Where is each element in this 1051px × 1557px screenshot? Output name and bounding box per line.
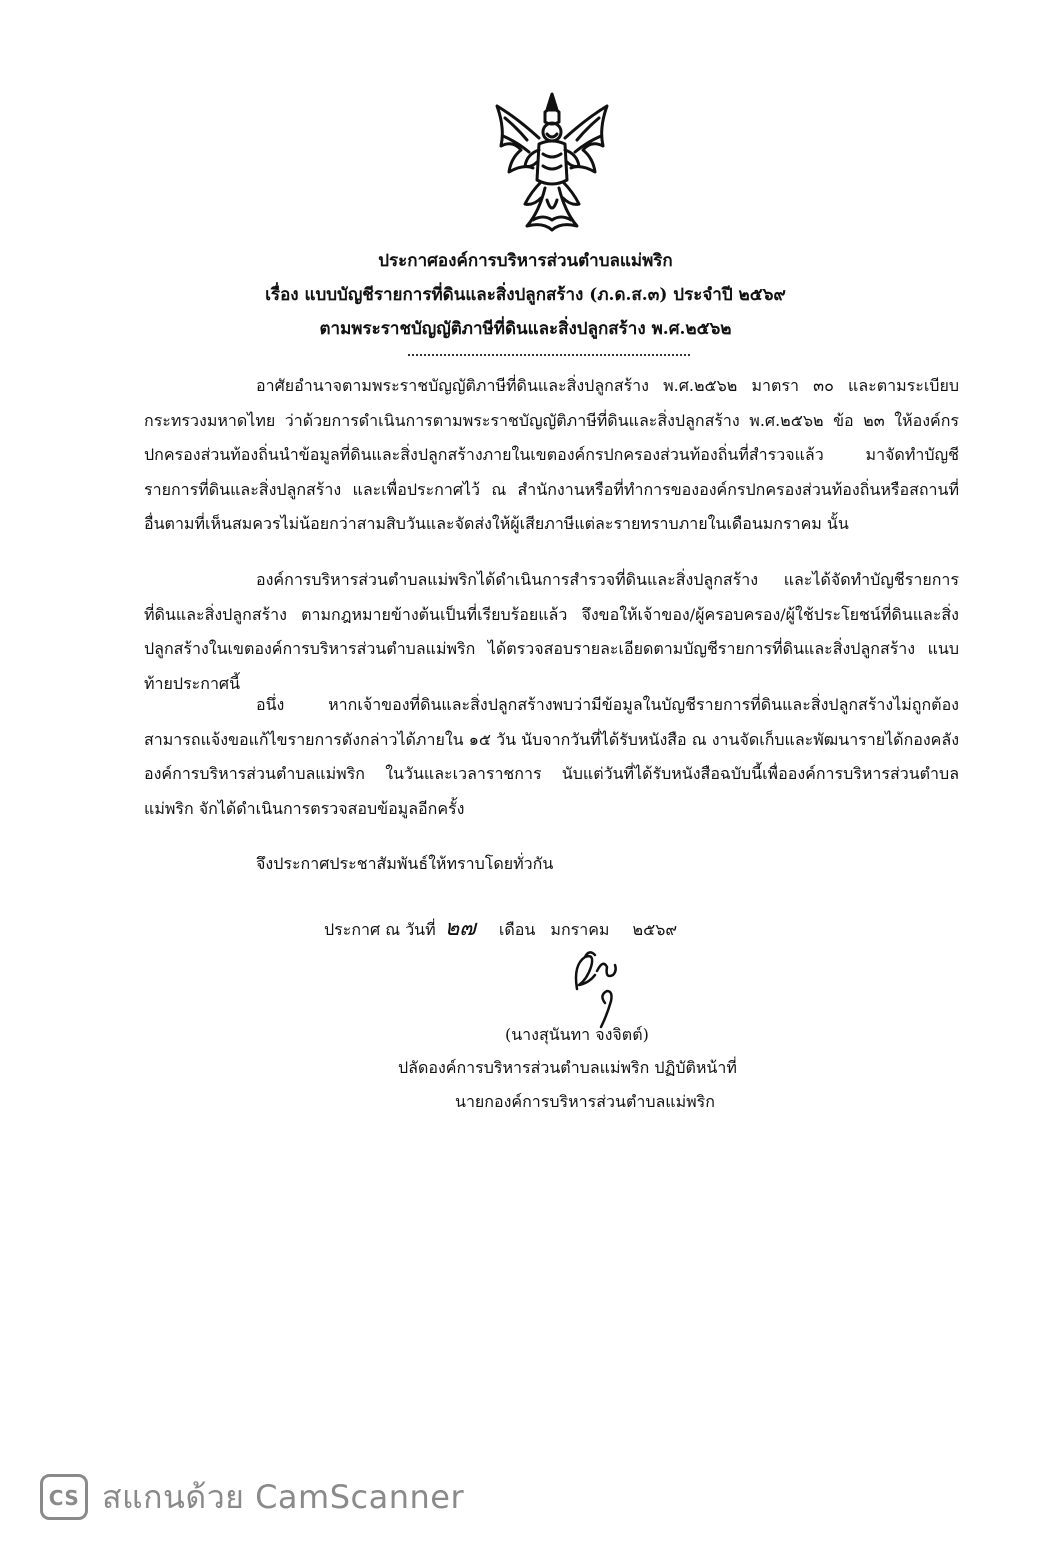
body-paragraph-inspection: องค์การบริหารส่วนตำบลแม่พริกได้ดำเนินการสำรวจที่ดินและสิ่งปลูกสร้าง และได้จัดทำบัญชีรายการที่ดินและสิ่งปลูกสร้าง ตามกฎหมายข้างต้นเป็นที่เรียบร้อยแล้ว จึงขอให้เจ้าของ/ผู้ครอบครอง/ผู้ใช้ประโยชน์ที่ดินและสิ่งปลูกสร้างในเขตองค์การบริหารส่วนตำบลแม่พริก ได้ตรวจสอบรายละเอียดตามบัญชีรายการที่ดินและสิ่งปลูกสร้าง แนบท้ายประกาศนี้ — [144, 570, 959, 693]
body-paragraph-correction: อนึ่ง หากเจ้าของที่ดินและสิ่งปลูกสร้างพบว่ามีข้อมูลในบัญชีรายการที่ดินและสิ่งปลูกสร้างไม่ถูกต้อง สามารถแจ้งขอแก้ไขรายการดังกล่าวได้ภายใน ๑๕ วัน นับจากวันที่ได้รับหนังสือ ณ งานจัดเก็บและพัฒนารายได้กองคลัง องค์การบริหารส่วนตำบลแม่พริก ในวันและเวลาราชการ นับแต่วันที่ได้รับหนังสือฉบับนี้เพื่อองค์การบริหารส่วนตำบลแม่พริก จักได้ดำเนินการตรวจสอบข้อมูลอีกครั้ง — [144, 695, 959, 818]
notification-line: จึงประกาศประชาสัมพันธ์ให้ทราบโดยทั่วกัน — [256, 854, 554, 873]
date-prefix: ประกาศ ณ วันที่ — [324, 920, 436, 939]
heading-title: ประกาศองค์การบริหารส่วนตำบลแม่พริก — [378, 251, 673, 271]
heading-subject: เรื่อง แบบบัญชีรายการที่ดินและสิ่งปลูกสร้าง (ภ.ด.ส.๓) ประจำปี ๒๕๖๙ — [265, 285, 786, 305]
signer-name: (นางสุนันทา จงจิตต์) — [505, 1025, 649, 1044]
watermark-text: สแกนด้วย CamScanner — [102, 1477, 465, 1516]
dotted-divider — [408, 354, 690, 356]
garuda-emblem-icon — [487, 88, 617, 238]
announcement-heading — [0, 244, 1051, 346]
camscanner-watermark — [40, 1473, 464, 1521]
signer-acting-position: นายกองค์การบริหารส่วนตำบลแม่พริก — [455, 1092, 715, 1111]
date-day: ๒๗ — [444, 916, 476, 941]
camscanner-logo-icon — [40, 1474, 88, 1520]
date-month: มกราคม — [550, 920, 610, 939]
announcement-date — [324, 912, 677, 947]
date-month-label: เดือน — [498, 920, 536, 939]
svg-text:CS: CS — [48, 1486, 80, 1510]
signer-position: ปลัดองค์การบริหารส่วนตำบลแม่พริก ปฏิบัติหน้าที่ — [398, 1058, 737, 1077]
date-year: ๒๕๖๙ — [632, 920, 678, 939]
body-paragraph-authority: อาศัยอำนาจตามพระราชบัญญัติภาษีที่ดินและสิ่งปลูกสร้าง พ.ศ.๒๕๖๒ มาตรา ๓๐ และตามระเบียบกระทรวงมหาดไทย ว่าด้วยการดำเนินการตามพระราชบัญญัติภาษีที่ดินและสิ่งปลูกสร้าง พ.ศ.๒๕๖๒ ข้อ ๒๓ ให้องค์กรปกครองส่วนท้องถิ่นนำข้อมูลที่ดินและสิ่งปลูกสร้างภายในเขตองค์กรปกครองส่วนท้องถิ่นที่สำรวจแล้ว มาจัดทำบัญชีรายการที่ดินและสิ่งปลูกสร้าง และเพื่อประกาศไว้ ณ สำนักงานหรือที่ทำการขององค์กรปกครองส่วนท้องถิ่นหรือสถานที่อื่นตามที่เห็นสมควรไม่น้อยกว่าสามสิบวันและจัดส่งให้ผู้เสียภาษีแต่ละรายทราบภายในเดือนมกราคม นั้น — [144, 376, 959, 533]
heading-reference: ตามพระราชบัญญัติภาษีที่ดินและสิ่งปลูกสร้าง พ.ศ.๒๕๖๒ — [319, 319, 732, 339]
